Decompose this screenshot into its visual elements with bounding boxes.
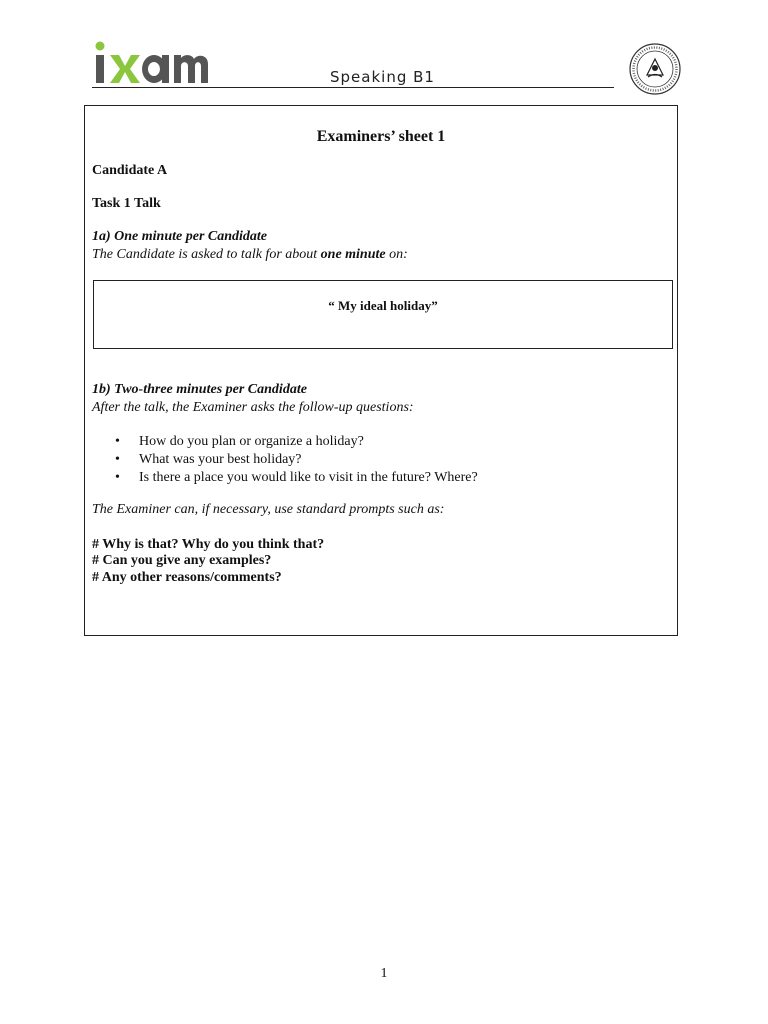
- ixam-logo-mark: [92, 40, 212, 88]
- part-a-instruction: [92, 247, 408, 263]
- topic-text: “ My ideal holiday”: [328, 298, 438, 313]
- part-a-instruction-bold: one minute: [320, 247, 386, 262]
- part-a-instruction-suffix: on:: [385, 247, 408, 262]
- prompt-item: # Why is that? Why do you think that?: [92, 537, 325, 552]
- part-b-heading: 1b) Two-three minutes per Candidate: [92, 382, 307, 397]
- header-title: Speaking B1: [330, 68, 435, 86]
- prompt-item: # Can you give any examples?: [92, 553, 272, 568]
- follow-up-questions: [113, 433, 478, 487]
- part-a-instruction-prefix: The Candidate is asked to talk for about: [92, 247, 321, 262]
- prompt-item: # Any other reasons/comments?: [92, 570, 282, 585]
- part-b-instruction: After the talk, the Examiner asks the follow-up questions:: [92, 400, 414, 415]
- task-label: Task 1 Talk: [92, 196, 161, 211]
- header-rule: [92, 87, 614, 88]
- list-item: • How do you plan or organize a holiday?: [113, 433, 478, 451]
- list-item: • What was your best holiday?: [113, 451, 478, 469]
- topic-box: [93, 280, 673, 349]
- list-item: • Is there a place you would like to visit in the future? Where?: [113, 469, 478, 487]
- prompts-intro: The Examiner can, if necessary, use standard prompts such as:: [92, 502, 445, 517]
- page-number: 1: [380, 966, 388, 981]
- ixam-logo: [92, 40, 212, 88]
- examiners-sheet: [84, 105, 678, 636]
- sheet-title: Examiners’ sheet 1: [316, 128, 446, 145]
- candidate-label: Candidate A: [92, 163, 168, 178]
- part-a-heading: 1a) One minute per Candidate: [92, 229, 268, 244]
- seal-icon: [628, 42, 682, 96]
